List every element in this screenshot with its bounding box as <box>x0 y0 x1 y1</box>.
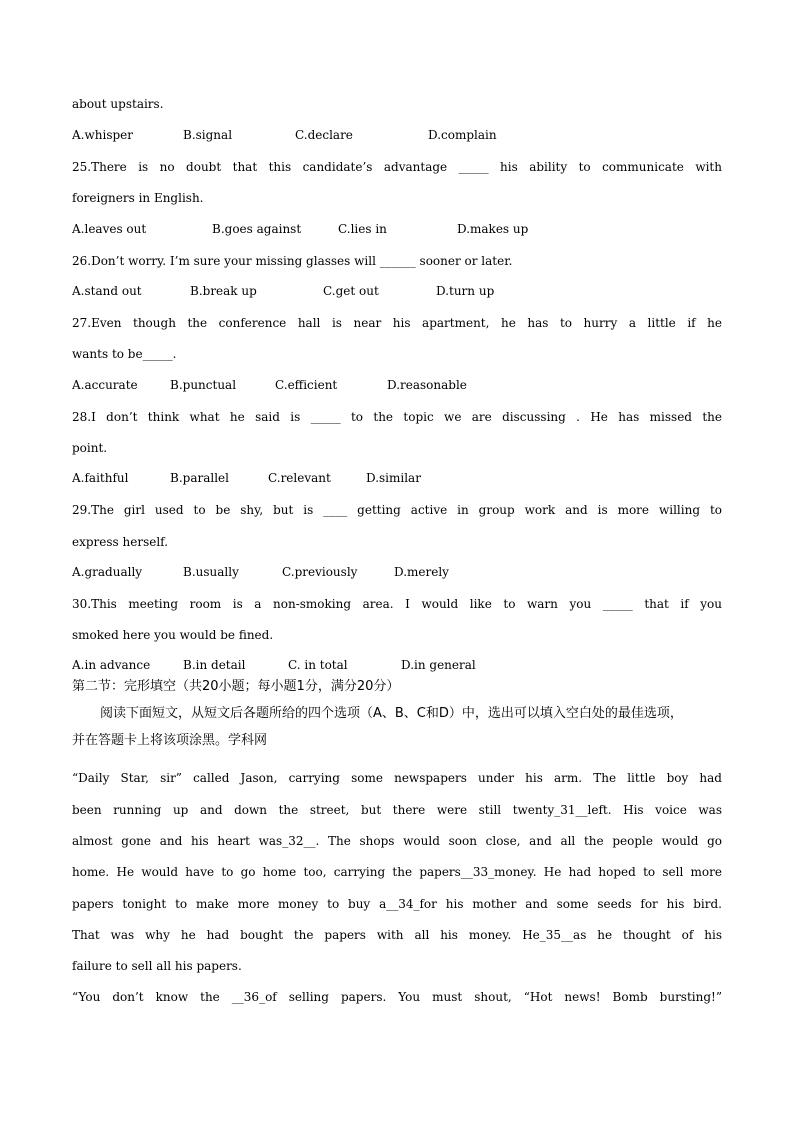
question-30-stem: 30.This meeting room is a non-smoking area. I would like to warn you _____ that if you <box>72 597 722 611</box>
option-c: C.relevant <box>268 471 331 485</box>
instructions-line-1: 阅读下面短文，从短文后各题所给的四个选项（A、B、C和D）中，选出可以填入空白处的最佳选项， <box>100 706 683 721</box>
passage-line: papers tonight to make more money to buy a__34_for his mother and some seeds for his bird. <box>72 897 722 911</box>
question-29-stem: 29.The girl used to be shy, but is ____ getting active in group work and is more willing to <box>72 503 722 517</box>
question-25-stem: 25.There is no doubt that this candidate’s advantage _____ his ability to communicate with <box>72 160 722 174</box>
option-a: A.in advance <box>72 658 151 672</box>
option-a: A.gradually <box>72 565 143 579</box>
option-a: A.leaves out <box>72 222 147 236</box>
option-c: C. in total <box>288 658 348 672</box>
option-b: B.break up <box>190 284 257 298</box>
option-d: D.in general <box>401 658 476 672</box>
option-b: B.punctual <box>170 378 237 392</box>
option-a: A.accurate <box>72 378 138 392</box>
instructions-line-2: 并在答题卡上将该项涂黑。学科网 <box>72 733 268 748</box>
section-heading: 第二节：完形填空（共20小题；每小题1分，满分20分） <box>72 679 400 694</box>
option-d: D.similar <box>366 471 421 485</box>
option-c: C.get out <box>323 284 379 298</box>
passage-line: home. He would have to go home too, carrying the papers__33_money. He had hoped to sell more <box>72 865 722 879</box>
option-d: D.reasonable <box>387 378 467 392</box>
option-c: C.previously <box>282 565 358 579</box>
passage-line: That was why he had bought the papers with all his money. He_35__as he thought of his <box>72 928 722 942</box>
option-b: B.usually <box>183 565 239 579</box>
option-d: D.makes up <box>457 222 529 236</box>
option-c: C.lies in <box>338 222 387 236</box>
passage-line: “Daily Star, sir” called Jason, carrying some newspapers under his arm. The little boy had <box>72 771 722 785</box>
question-28-stem: 28.I don’t think what he said is _____ to the topic we are discussing . He has missed the <box>72 410 722 424</box>
option-b: B.goes against <box>212 222 302 236</box>
question-27-stem: 27.Even though the conference hall is near his apartment, he has to hurry a little if he <box>72 316 722 330</box>
option-a: A.faithful <box>72 471 129 485</box>
option-a: A.whisper <box>72 128 133 142</box>
option-a: A.stand out <box>72 284 142 298</box>
option-c: C.efficient <box>275 378 338 392</box>
passage-line: been running up and down the street, but there were still twenty_31__left. His voice was <box>72 803 722 817</box>
option-b: B.parallel <box>170 471 229 485</box>
option-d: D.complain <box>428 128 497 142</box>
question-27-stem-cont: wants to be_____. <box>72 347 177 361</box>
passage-line: failure to sell all his papers. <box>72 959 242 973</box>
option-b: B.in detail <box>183 658 246 672</box>
option-d: D.merely <box>394 565 449 579</box>
question-25-stem-cont: foreigners in English. <box>72 191 204 205</box>
passage-line: “You don’t know the __36_of selling papers. You must shout, “Hot news! Bomb bursting!” <box>72 990 722 1004</box>
option-c: C.declare <box>295 128 353 142</box>
question-28-stem-cont: point. <box>72 441 108 455</box>
passage-line: almost gone and his heart was_32__. The shops would soon close, and all the people would go <box>72 834 722 848</box>
option-d: D.turn up <box>436 284 495 298</box>
option-b: B.signal <box>183 128 233 142</box>
question-26-stem: 26.Don’t worry. I’m sure your missing glasses will ______ sooner or later. <box>72 254 513 268</box>
question-29-stem-cont: express herself. <box>72 535 169 549</box>
question-24-stem-end: about upstairs. <box>72 97 164 111</box>
question-30-stem-cont: smoked here you would be fined. <box>72 628 274 642</box>
